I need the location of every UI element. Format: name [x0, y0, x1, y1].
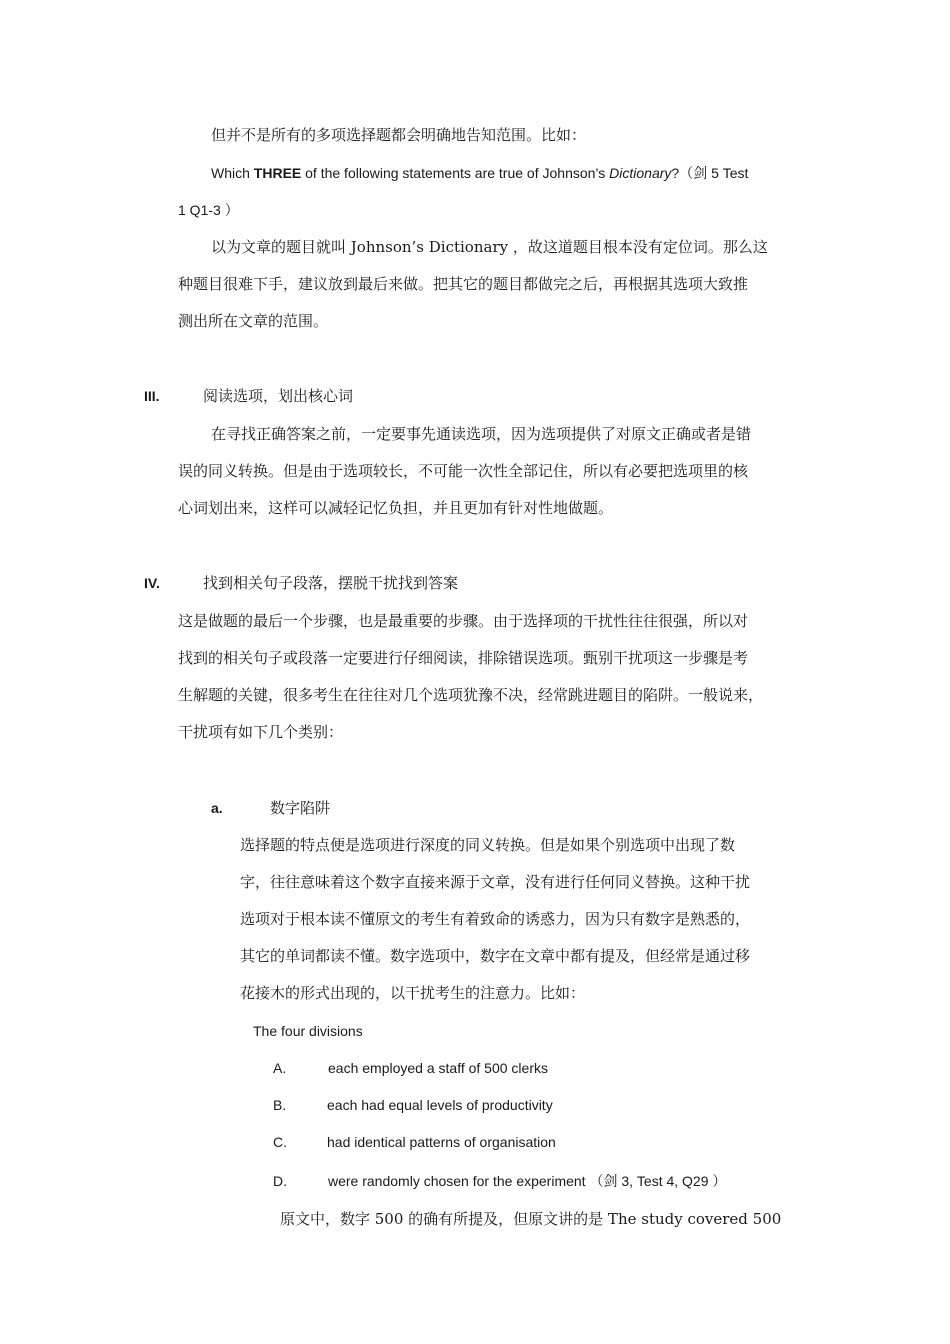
paragraph-line: 其它的单词都读不懂。数字选项中，数字在文章中都有提及，但经常是通过移: [240, 947, 751, 965]
option-text: each had equal levels of productivity: [327, 1097, 553, 1113]
paragraph-line: 原文中，数字 500 的确有所提及，但原文讲的是 The study covered 500: [280, 1210, 782, 1228]
question-bold: THREE: [253, 165, 302, 181]
question-source: ?（剑 5 Test: [671, 165, 749, 181]
subsection-number: a.: [211, 800, 223, 816]
paragraph-line: 这是做题的最后一个步骤，也是最重要的步骤。由于选择项的干扰性往往很强，所以对: [178, 612, 749, 630]
paragraph-line: 选项对于根本读不懂原文的考生有着致命的诱惑力，因为只有数字是熟悉的，: [240, 910, 751, 928]
example-question: [211, 163, 748, 183]
option-text: each employed a staff of 500 clerks: [328, 1060, 548, 1076]
paragraph-line: 找到的相关句子或段落一定要进行仔细阅读，排除错误选项。甄别干扰项这一步骤是考: [178, 649, 749, 667]
paragraph-line: 测出所在文章的范围。: [178, 312, 329, 330]
paragraph-line: 在寻找正确答案之前，一定要事先通读选项，因为选项提供了对原文正确或者是错: [211, 425, 752, 443]
intro-line: 但并不是所有的多项选择题都会明确地告知范围。比如：: [211, 126, 587, 144]
paragraph-line: 字，往往意味着这个数字直接来源于文章，没有进行任何同义替换。这种干扰: [240, 873, 751, 891]
option-letter: A.: [273, 1060, 287, 1076]
paragraph-line: 选择题的特点便是选项进行深度的同义转换。但是如果个别选项中出现了数: [240, 836, 736, 854]
paragraph-line: 花接木的形式出现的，以干扰考生的注意力。比如：: [240, 984, 586, 1002]
section-title: 阅读选项，划出核心词: [203, 387, 354, 405]
section-title: 找到相关句子段落，摆脱干扰找到答案: [203, 574, 459, 592]
example-stem: The four divisions: [253, 1023, 363, 1039]
paragraph-line: 心词划出来，这样可以减轻记忆负担，并且更加有针对性地做题。: [178, 499, 614, 517]
option-letter: C.: [273, 1134, 287, 1150]
paragraph-line: 干扰项有如下几个类别：: [178, 723, 344, 741]
paragraph-line: 误的同义转换。但是由于选项较长，不可能一次性全部记住，所以有必要把选项里的核: [178, 462, 749, 480]
option-letter: D.: [273, 1173, 287, 1189]
paragraph-line: 种题目很难下手，建议放到最后来做。把其它的题目都做完之后，再根据其选项大致推: [178, 275, 749, 293]
paragraph-line: 以为文章的题目就叫 Johnson’s Dictionary ，故这道题目根本没有定位词。那么这: [211, 238, 768, 256]
paragraph-line: 生解题的关键，很多考生在往往对几个选项犹豫不决，经常跳进题目的陷阱。一般说来，: [178, 686, 764, 704]
question-source-cont: 1 Q1-3 ）: [178, 202, 239, 218]
section-number: IV.: [144, 575, 160, 591]
option-text: were randomly chosen for the experiment （剑 3, Test 4, Q29 ）: [328, 1173, 727, 1189]
question-text: of the following statements are true of Johnson’s: [301, 165, 610, 181]
section-number: III.: [144, 388, 160, 404]
question-text: Which: [211, 165, 254, 181]
option-letter: B.: [273, 1097, 287, 1113]
subsection-title: 数字陷阱: [270, 799, 331, 817]
option-text: had identical patterns of organisation: [327, 1134, 556, 1150]
question-italic: Dictionary: [609, 165, 672, 181]
